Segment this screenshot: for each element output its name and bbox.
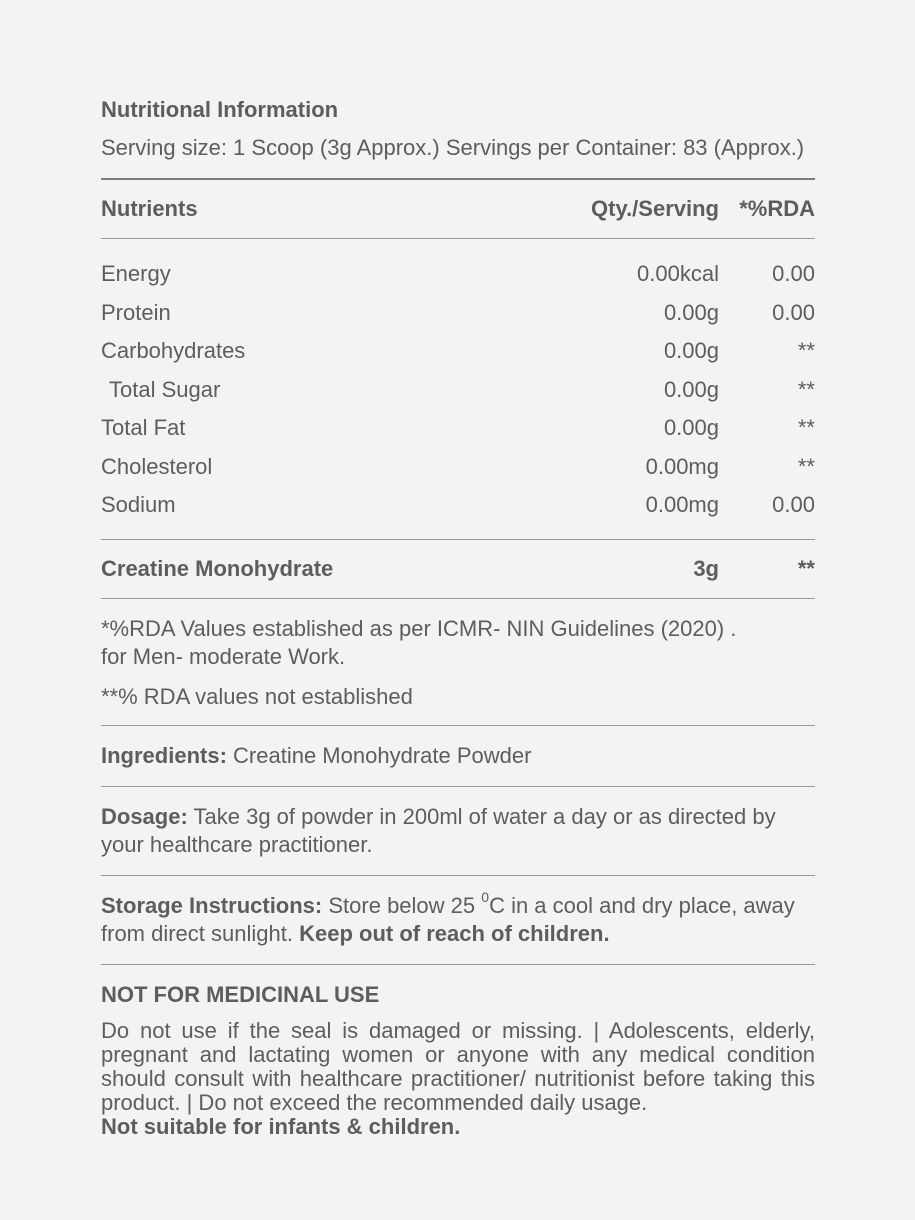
nutrition-panel [101, 96, 815, 1139]
nutrient-name: Protein [101, 299, 171, 325]
rda-note-line2: for Men- moderate Work. [101, 643, 346, 669]
nutrient-name: Sodium [101, 492, 176, 518]
degree-symbol: 0 [481, 889, 490, 906]
table-row [101, 486, 815, 525]
ingredients-label: Ingredients: [101, 742, 227, 768]
nutrient-rda: 0.00 [772, 261, 815, 287]
nutrient-qty: 0.00mg [645, 453, 719, 479]
storage-text-cont: C in a cool and dry place, away from direct sunlight. [101, 892, 795, 946]
table-row [101, 294, 815, 333]
table-row [101, 371, 815, 410]
nutrient-rda: 0.00 [772, 299, 815, 325]
dosage-label: Dosage: [101, 803, 188, 829]
nutrient-rda: 0.00 [772, 492, 815, 518]
nutrient-name: Energy [101, 261, 171, 287]
panel-title: Nutritional Information [101, 97, 339, 122]
table-header [101, 180, 815, 238]
rda-note-line1: *%RDA Values established as per ICMR- NIN Guidelines (2020) . [101, 615, 737, 641]
table-row [101, 448, 815, 487]
ingredients-section [101, 726, 815, 786]
nutrient-qty: 0.00kcal [637, 261, 719, 287]
nutrient-rda: ** [797, 376, 815, 402]
nutrient-name: Carbohydrates [101, 338, 246, 364]
storage-warning: Keep out of reach of children. [299, 920, 610, 946]
nutrient-qty: 0.00g [663, 376, 719, 402]
creatine-qty: 3g [693, 555, 719, 581]
column-header-rda: *%RDA [739, 196, 815, 221]
dosage-section [101, 787, 815, 875]
creatine-rda: ** [797, 555, 815, 581]
nutrient-rows [101, 239, 815, 539]
ingredients-text: Creatine Monohydrate Powder [233, 742, 532, 768]
column-header-nutrients: Nutrients [101, 196, 198, 221]
table-row [101, 255, 815, 294]
nutrient-qty: 0.00mg [645, 492, 719, 518]
creatine-row [101, 540, 815, 598]
storage-section [101, 876, 815, 964]
nutrient-name: Total Fat [101, 415, 186, 441]
nutrient-rda: ** [797, 415, 815, 441]
nutrient-qty: 0.00g [663, 338, 719, 364]
column-header-qty: Qty./Serving [591, 196, 719, 221]
rda-not-established: **% RDA values not established [101, 683, 413, 709]
nutrient-rda: ** [797, 338, 815, 364]
warning-body: Do not use if the seal is damaged or missing. | Adolescents, elderly, pregnant and lactating women or anyone with any medical condition should consult with healthcare practitioner/ nutritionist before taking this product. | Do not exceed the recommended daily usage. [101, 1017, 815, 1115]
table-row [101, 332, 815, 371]
nutrient-qty: 0.00g [663, 299, 719, 325]
serving-info: Serving size: 1 Scoop (3g Approx.) Servings per Container: 83 (Approx.) [101, 135, 805, 160]
dosage-text: Take 3g of powder in 200ml of water a day or as directed by your healthcare practitioner. [101, 803, 776, 857]
storage-text: Store below 25 [328, 892, 476, 918]
nutrient-rda: ** [797, 453, 815, 479]
storage-label: Storage Instructions: [101, 892, 323, 918]
warning-children: Not suitable for infants & children. [101, 1113, 461, 1139]
warning-title: NOT FOR MEDICINAL USE [101, 981, 380, 1007]
nutrient-name: Total Sugar [109, 376, 221, 402]
divider [101, 964, 815, 965]
nutrient-name: Cholesterol [101, 453, 213, 479]
nutrient-qty: 0.00g [663, 415, 719, 441]
table-row [101, 409, 815, 448]
creatine-name: Creatine Monohydrate [101, 555, 334, 581]
rda-notes [101, 599, 815, 725]
